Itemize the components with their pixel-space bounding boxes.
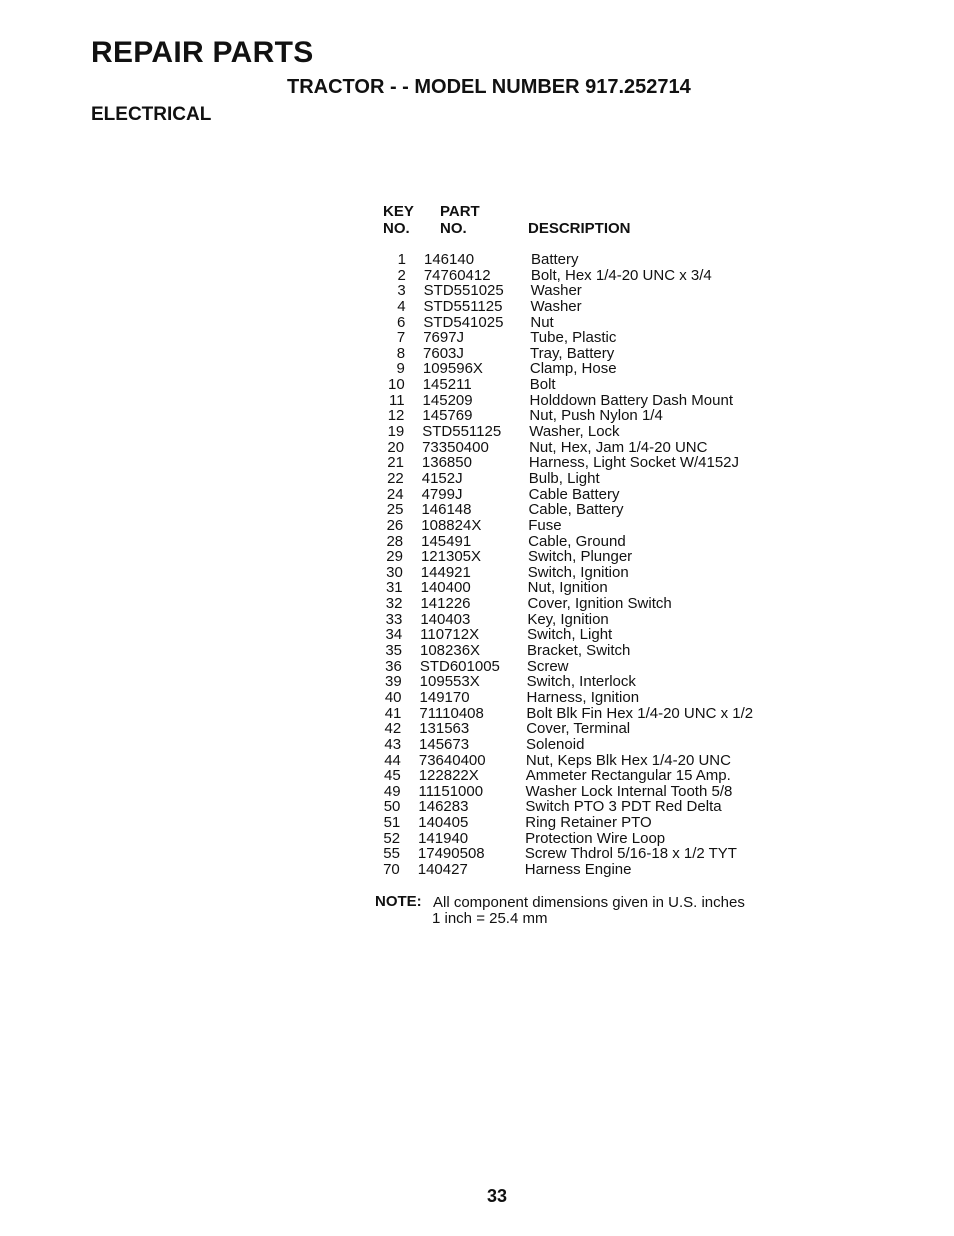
table-row xyxy=(370,534,790,550)
table-row xyxy=(370,408,790,424)
part-description: Cable, Battery xyxy=(528,501,624,519)
key-number: 3 xyxy=(397,282,406,300)
part-number: 73640400 xyxy=(418,751,486,769)
table-row xyxy=(370,268,790,284)
part-description: Protection Wire Loop xyxy=(525,829,666,847)
part-description: Nut, Hex, Jam 1/4-20 UNC xyxy=(529,438,708,456)
part-description: Bolt Blk Fin Hex 1/4-20 UNC x 1/2 xyxy=(526,704,754,722)
column-header-part: PART xyxy=(440,203,480,220)
table-row xyxy=(370,518,790,534)
key-number: 29 xyxy=(386,548,403,566)
key-number: 50 xyxy=(383,798,401,816)
part-description: Switch, Light xyxy=(527,626,613,644)
part-number: 146148 xyxy=(421,501,472,519)
key-number: 10 xyxy=(388,376,405,394)
part-description: Cable Battery xyxy=(528,485,620,503)
key-number: 24 xyxy=(386,485,404,503)
table-row xyxy=(370,596,790,612)
part-description: Washer, Lock xyxy=(529,423,620,441)
part-number: STD551125 xyxy=(422,423,502,441)
model-subtitle: TRACTOR - - MODEL NUMBER 917.252714 xyxy=(287,76,691,98)
table-row xyxy=(370,565,790,581)
key-number: 30 xyxy=(386,563,403,581)
note-line-1: All component dimensions given in U.S. inches xyxy=(433,894,745,911)
part-description: Switch, Interlock xyxy=(526,673,636,691)
part-number: 4799J xyxy=(421,485,463,503)
part-number: 74760412 xyxy=(423,266,491,284)
table-row xyxy=(370,393,790,409)
part-description: Nut, Push Nylon 1/4 xyxy=(529,407,663,425)
key-number: 9 xyxy=(396,360,405,378)
key-number: 22 xyxy=(387,469,404,487)
column-header-key: KEY xyxy=(383,203,414,220)
key-number: 34 xyxy=(385,626,403,644)
part-description: Battery xyxy=(531,251,579,268)
part-description: Switch PTO 3 PDT Red Delta xyxy=(525,798,722,816)
table-row xyxy=(370,377,790,393)
key-number: 42 xyxy=(384,720,402,738)
part-number: 141226 xyxy=(420,595,471,613)
part-description: Cover, Ignition Switch xyxy=(527,595,672,613)
part-number: 145769 xyxy=(422,407,473,425)
part-description: Ring Retainer PTO xyxy=(525,814,652,832)
note-label: NOTE: xyxy=(375,893,422,910)
part-number: 145673 xyxy=(419,735,470,753)
table-row xyxy=(370,799,790,815)
key-number: 6 xyxy=(397,313,406,331)
table-row xyxy=(370,361,790,377)
part-number: 108236X xyxy=(420,642,481,660)
part-description: Bolt, Hex 1/4-20 UNC x 3/4 xyxy=(530,266,712,284)
part-number: 11151000 xyxy=(418,782,484,800)
part-number: 140403 xyxy=(420,610,471,628)
section-heading: ELECTRICAL xyxy=(91,104,212,125)
key-number: 52 xyxy=(383,829,401,847)
table-row xyxy=(370,330,790,346)
part-number: 140405 xyxy=(418,814,469,832)
part-description: Harness Engine xyxy=(524,860,632,878)
column-header-part-no: NO. xyxy=(440,220,467,237)
part-number: STD551125 xyxy=(423,297,503,315)
table-row xyxy=(370,580,790,596)
note-line-2: 1 inch = 25.4 mm xyxy=(432,910,548,927)
part-number: 109596X xyxy=(422,360,483,378)
part-number: 145211 xyxy=(422,376,472,394)
part-description: Key, Ignition xyxy=(527,610,609,628)
part-number: 145209 xyxy=(422,391,473,409)
key-number: 55 xyxy=(383,845,400,863)
part-description: Ammeter Rectangular 15 Amp. xyxy=(525,767,731,785)
part-number: 131563 xyxy=(419,720,470,738)
table-row xyxy=(370,862,790,878)
part-number: 7603J xyxy=(423,344,464,362)
key-number: 36 xyxy=(385,657,402,675)
table-row xyxy=(370,424,790,440)
key-number: 45 xyxy=(384,767,401,785)
column-header-description: DESCRIPTION xyxy=(528,220,631,237)
part-description: Clamp, Hose xyxy=(529,360,617,378)
table-row xyxy=(370,440,790,456)
table-row xyxy=(370,549,790,565)
part-number: 17490508 xyxy=(417,845,485,863)
table-row xyxy=(370,815,790,831)
table-row xyxy=(370,346,790,362)
part-number: STD551025 xyxy=(423,282,504,300)
key-number: 33 xyxy=(385,610,403,628)
key-number: 25 xyxy=(386,501,404,519)
part-number: 136850 xyxy=(421,454,472,472)
part-description: Screw Thdrol 5/16-18 x 1/2 TYT xyxy=(524,845,737,863)
part-number: STD541025 xyxy=(423,313,504,331)
page-number: 33 xyxy=(487,1186,508,1206)
part-description: Harness, Ignition xyxy=(526,688,640,706)
key-number: 1 xyxy=(397,251,406,268)
key-number: 2 xyxy=(397,266,406,284)
key-number: 28 xyxy=(386,532,404,550)
key-number: 8 xyxy=(396,344,406,362)
column-header-key-no: NO. xyxy=(383,220,410,237)
table-row xyxy=(370,784,790,800)
table-row xyxy=(370,753,790,769)
part-description: Nut, Keps Blk Hex 1/4-20 UNC xyxy=(525,751,731,769)
part-number: 146140 xyxy=(424,251,475,268)
table-row xyxy=(370,831,790,847)
table-row xyxy=(370,846,790,862)
key-number: 44 xyxy=(384,751,401,769)
key-number: 20 xyxy=(387,438,405,456)
part-number: 110712X xyxy=(420,626,480,644)
key-number: 41 xyxy=(384,704,402,722)
part-number: 122822X xyxy=(418,767,479,785)
part-description: Tube, Plastic xyxy=(530,329,617,347)
part-description: Washer xyxy=(530,297,582,315)
table-row xyxy=(370,315,790,331)
key-number: 32 xyxy=(385,595,403,613)
part-number: 108824X xyxy=(421,516,482,534)
part-description: Screw xyxy=(526,657,569,675)
part-number: 141940 xyxy=(418,829,469,847)
part-description: Cable, Ground xyxy=(528,532,626,550)
part-number: 145491 xyxy=(421,532,472,550)
part-number: 144921 xyxy=(420,563,471,581)
table-row xyxy=(370,455,790,471)
table-row xyxy=(370,690,790,706)
key-number: 7 xyxy=(396,329,406,347)
part-description: Washer Lock Internal Tooth 5/8 xyxy=(525,782,733,800)
part-number: 149170 xyxy=(419,688,470,706)
part-number: 140427 xyxy=(417,860,468,878)
part-description: Switch, Ignition xyxy=(527,563,629,581)
part-number: 73350400 xyxy=(422,438,489,456)
part-number: 4152J xyxy=(421,469,463,487)
table-row xyxy=(370,737,790,753)
part-description: Solenoid xyxy=(526,735,585,753)
table-row xyxy=(370,706,790,722)
table-row xyxy=(370,721,790,737)
table-row xyxy=(370,252,790,268)
part-description: Holddown Battery Dash Mount xyxy=(529,391,733,409)
part-description: Washer xyxy=(530,282,582,300)
key-number: 51 xyxy=(383,814,401,832)
key-number: 11 xyxy=(388,391,405,409)
key-number: 43 xyxy=(384,735,402,753)
part-description: Bracket, Switch xyxy=(527,642,631,660)
part-number: STD601005 xyxy=(419,657,500,675)
part-number: 146283 xyxy=(418,798,469,816)
part-description: Harness, Light Socket W/4152J xyxy=(528,454,740,472)
key-number: 26 xyxy=(386,516,404,534)
table-row xyxy=(370,643,790,659)
table-row xyxy=(370,502,790,518)
key-number: 19 xyxy=(387,423,405,441)
key-number: 40 xyxy=(384,688,402,706)
table-row xyxy=(370,659,790,675)
part-number: 140400 xyxy=(420,579,471,597)
key-number: 39 xyxy=(385,673,402,691)
part-description: Bolt xyxy=(529,376,556,394)
table-row xyxy=(370,627,790,643)
table-row xyxy=(370,674,790,690)
key-number: 49 xyxy=(383,782,401,800)
part-number: 7697J xyxy=(423,329,465,347)
part-description: Fuse xyxy=(528,516,562,534)
table-row xyxy=(370,299,790,315)
table-row xyxy=(370,283,790,299)
part-description: Switch, Plunger xyxy=(527,548,633,566)
key-number: 4 xyxy=(397,297,406,315)
part-description: Tray, Battery xyxy=(530,344,615,362)
page-title: REPAIR PARTS xyxy=(91,36,314,69)
key-number: 35 xyxy=(385,642,402,660)
parts-list xyxy=(370,252,790,878)
part-description: Cover, Terminal xyxy=(526,720,631,738)
part-description: Bulb, Light xyxy=(528,469,600,487)
key-number: 70 xyxy=(383,860,400,878)
table-row xyxy=(370,487,790,503)
part-number: 121305X xyxy=(420,548,482,566)
part-number: 109553X xyxy=(419,673,480,691)
table-row xyxy=(370,768,790,784)
part-description: Nut xyxy=(530,313,554,331)
part-description: Nut, Ignition xyxy=(527,579,608,597)
table-row xyxy=(370,612,790,628)
part-number: 71110408 xyxy=(419,704,484,722)
key-number: 21 xyxy=(387,454,404,472)
key-number: 12 xyxy=(387,407,405,425)
key-number: 31 xyxy=(385,579,403,597)
table-row xyxy=(370,471,790,487)
